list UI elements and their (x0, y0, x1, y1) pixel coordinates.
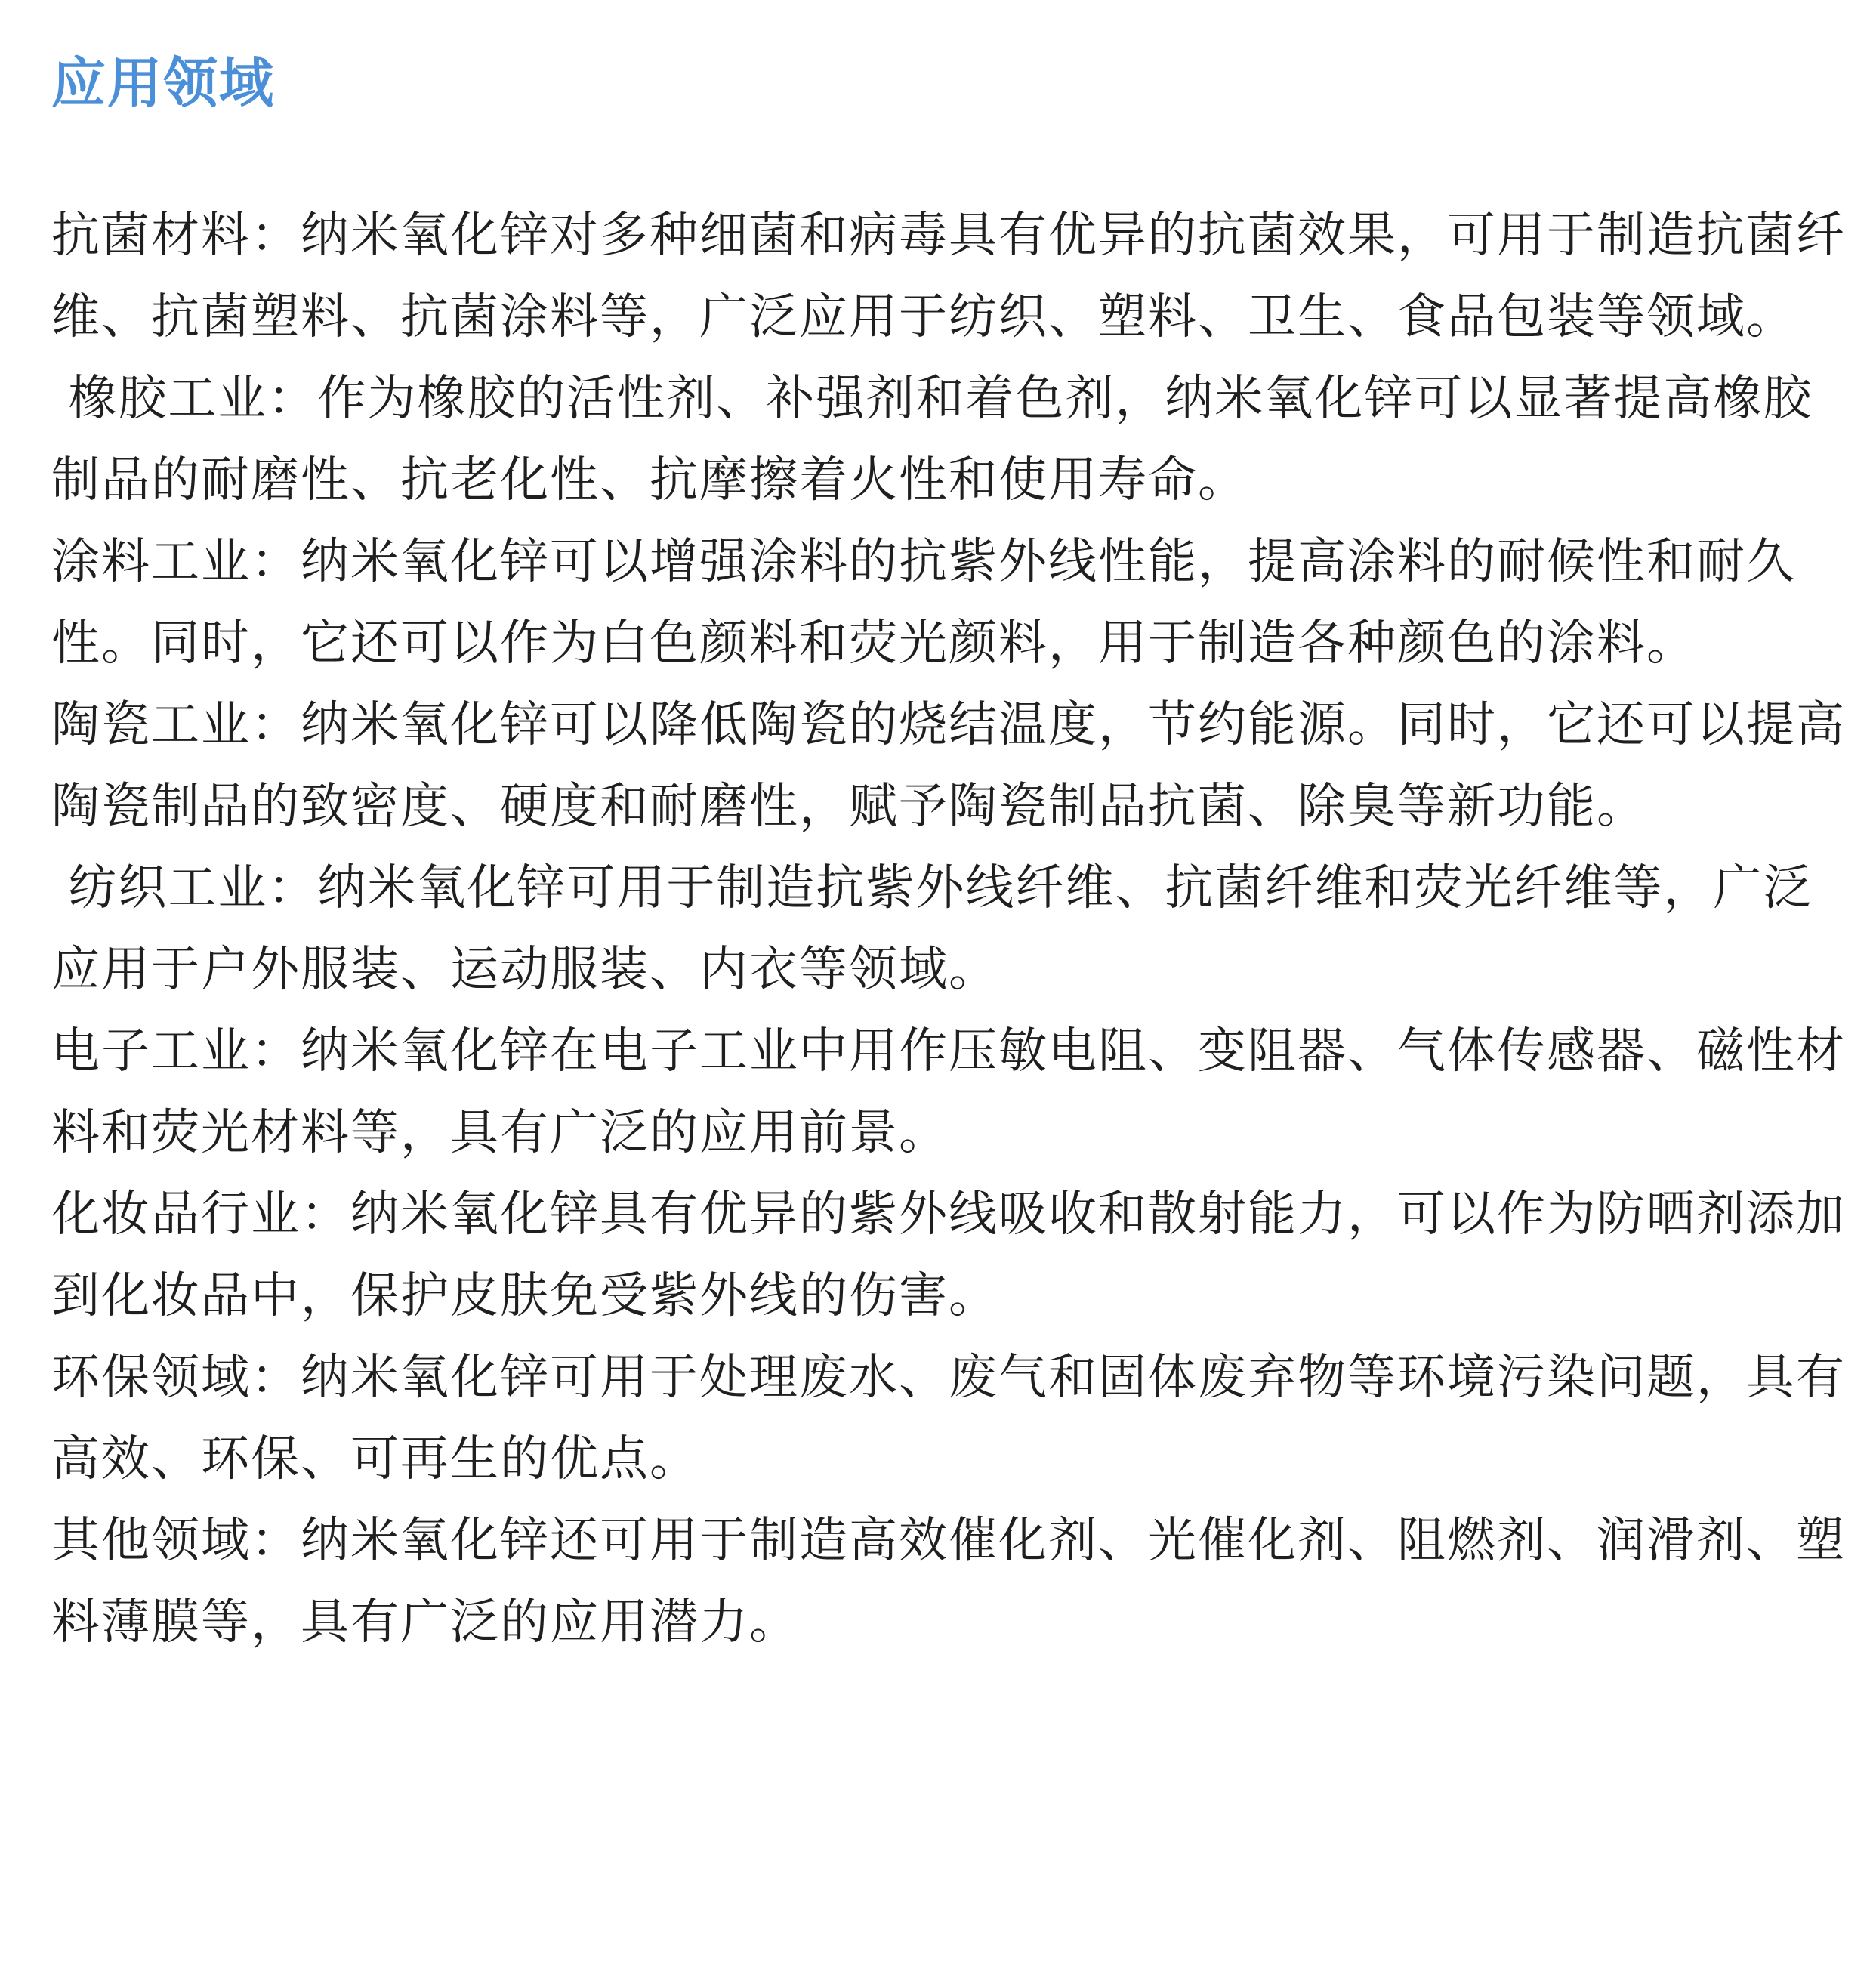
paragraph-coatings: 涂料工业：纳米氧化锌可以增强涂料的抗紫外线性能，提高涂料的耐候性和耐久性。同时，它还可以作为白色颜料和荧光颜料，用于制造各种颜色的涂料。 (51, 534, 1796, 671)
paragraph-antibacterial: 抗菌材料：纳米氧化锌对多种细菌和病毒具有优异的抗菌效果，可用于制造抗菌纤维、抗菌塑料、抗菌涂料等，广泛应用于纺织、塑料、卫生、食品包装等领域。 (51, 208, 1846, 345)
paragraph-rubber: 橡胶工业：作为橡胶的活性剂、补强剂和着色剂，纳米氧化锌可以显著提高橡胶制品的耐磨性、抗老化性、抗摩擦着火性和使用寿命。 (51, 371, 1813, 508)
paragraph-environment: 环保领域：纳米氧化锌可用于处理废水、废气和固体废弃物等环境污染问题，具有高效、环保、可再生的优点。 (51, 1350, 1846, 1487)
paragraph-list (51, 195, 1849, 1663)
section-title: 应用领域 (51, 51, 276, 115)
paragraph-other: 其他领域：纳米氧化锌还可用于制造高效催化剂、光催化剂、阻燃剂、润滑剂、塑料薄膜等，具有广泛的应用潜力。 (51, 1513, 1846, 1650)
paragraph-cosmetics: 化妆品行业：纳米氧化锌具有优异的紫外线吸收和散射能力，可以作为防晒剂添加到化妆品中，保护皮肤免受紫外线的伤害。 (51, 1187, 1846, 1324)
paragraph-electronics: 电子工业：纳米氧化锌在电子工业中用作压敏电阻、变阻器、气体传感器、磁性材料和荧光材料等，具有广泛的应用前景。 (51, 1023, 1846, 1161)
paragraph-ceramics: 陶瓷工业：纳米氧化锌可以降低陶瓷的烧结温度，节约能源。同时，它还可以提高陶瓷制品的致密度、硬度和耐磨性，赋予陶瓷制品抗菌、除臭等新功能。 (51, 697, 1846, 835)
paragraph-textile: 纺织工业：纳米氧化锌可用于制造抗紫外线纤维、抗菌纤维和荧光纤维等，广泛应用于户外服装、运动服装、内衣等领域。 (51, 860, 1813, 998)
article (51, 45, 1849, 1663)
